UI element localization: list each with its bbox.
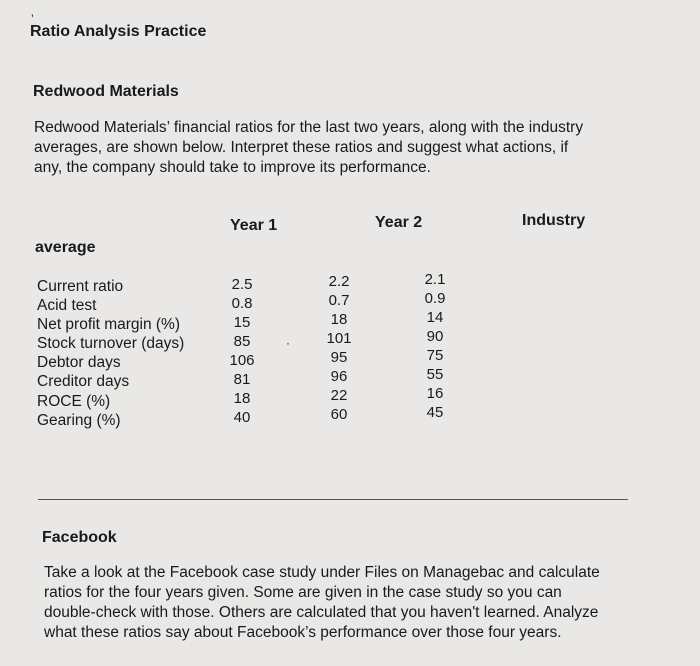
redwood-paragraph-line-2: averages, are shown below. Interpret these ratios and suggest what actions, if — [34, 139, 569, 156]
cell-net-profit-margin-year1: 15 — [233, 314, 251, 331]
facebook-paragraph-line-3: double-check with those. Others are calculated that you haven't learned. Analyze — [44, 604, 599, 621]
cell-roce-industry: 16 — [426, 385, 444, 402]
page-title: Ratio Analysis Practice — [30, 23, 207, 40]
cell-gearing-industry: 45 — [426, 404, 444, 421]
cell-current-ratio-year2: 2.2 — [328, 273, 350, 290]
cell-current-ratio-industry: 2.1 — [424, 271, 446, 288]
cell-debtor-days-year1: 106 — [229, 352, 255, 369]
redwood-paragraph-line-3: any, the company should take to improve its performance. — [34, 159, 431, 176]
row-label-gearing: Gearing (%) — [37, 412, 121, 429]
cell-stock-turnover-year1: 85 — [233, 333, 251, 350]
header-year-2: Year 2 — [375, 214, 423, 231]
row-label-stock-turnover: Stock turnover (days) — [37, 335, 185, 352]
cell-creditor-days-year2: 96 — [330, 368, 348, 385]
row-label-debtor-days: Debtor days — [37, 354, 121, 371]
row-label-net-profit-margin: Net profit margin (%) — [37, 316, 180, 333]
cell-gearing-year2: 60 — [330, 406, 348, 423]
cell-debtor-days-industry: 75 — [426, 347, 444, 364]
facebook-paragraph-line-4: what these ratios say about Facebook’s performance over those four years. — [44, 624, 562, 641]
facebook-paragraph-line-2: ratios for the four years given. Some are given in the case study so you can — [44, 584, 562, 601]
cell-acid-test-industry: 0.9 — [424, 290, 446, 307]
cell-creditor-days-industry: 55 — [426, 366, 444, 383]
cell-gearing-year1: 40 — [233, 409, 251, 426]
cell-acid-test-year1: 0.8 — [231, 295, 253, 312]
header-industry: Industry — [522, 212, 586, 229]
redwood-heading: Redwood Materials — [33, 83, 179, 100]
facebook-paragraph-line-1: Take a look at the Facebook case study under Files on Managebac and calculate — [44, 564, 600, 581]
cell-debtor-days-year2: 95 — [330, 349, 348, 366]
cell-roce-year1: 18 — [233, 390, 251, 407]
cell-acid-test-year2: 0.7 — [328, 292, 350, 309]
facebook-heading: Facebook — [42, 529, 117, 546]
cell-stock-turnover-industry: 90 — [426, 328, 444, 345]
cell-stock-turnover-year2: 101 — [326, 330, 352, 347]
header-average: average — [35, 239, 96, 256]
row-label-current-ratio: Current ratio — [37, 278, 124, 295]
stray-mark: ’ — [31, 12, 34, 26]
row-label-creditor-days: Creditor days — [37, 373, 130, 390]
section-divider — [38, 499, 628, 500]
cell-roce-year2: 22 — [330, 387, 348, 404]
cell-net-profit-margin-year2: 18 — [330, 311, 348, 328]
header-year-1: Year 1 — [230, 217, 278, 234]
stray-dot: · — [286, 336, 290, 350]
row-label-acid-test: Acid test — [37, 297, 97, 314]
cell-creditor-days-year1: 81 — [233, 371, 251, 388]
redwood-paragraph-line-1: Redwood Materials’ financial ratios for the last two years, along with the industry — [34, 119, 584, 136]
row-label-roce: ROCE (%) — [37, 393, 111, 410]
cell-current-ratio-year1: 2.5 — [231, 276, 253, 293]
cell-net-profit-margin-industry: 14 — [426, 309, 444, 326]
